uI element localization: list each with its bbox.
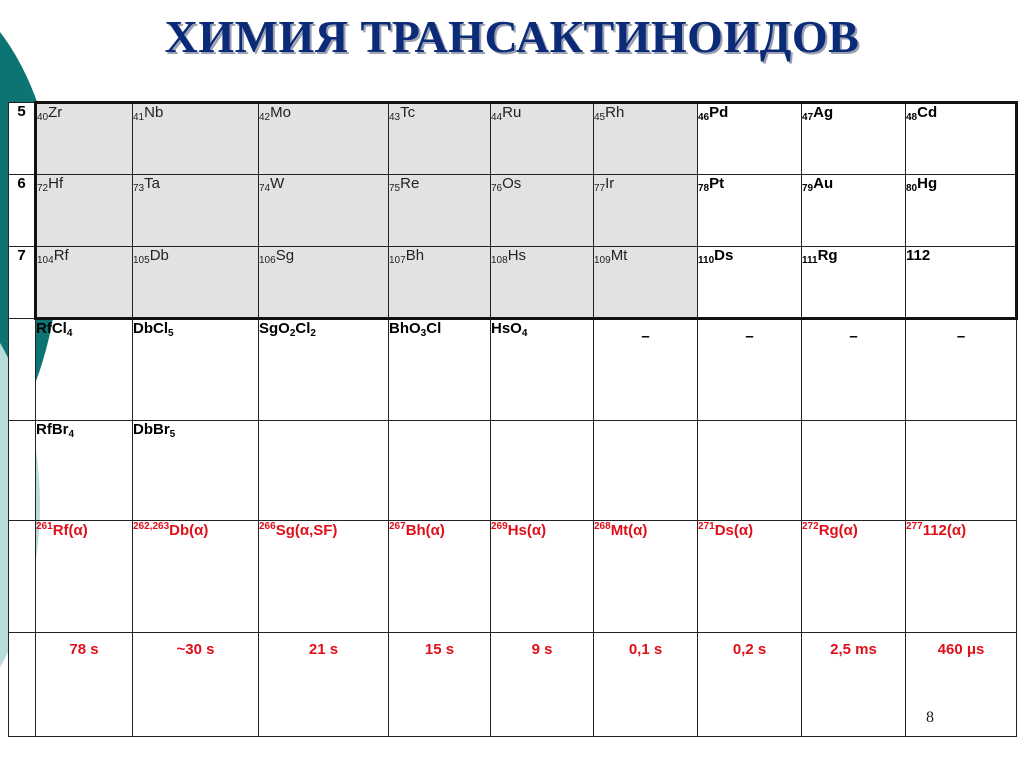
atomic-number: 73 bbox=[133, 183, 145, 194]
isotope-cell bbox=[491, 521, 594, 633]
element-symbol bbox=[389, 247, 424, 264]
subscript: 5 bbox=[168, 328, 174, 339]
element-cell bbox=[389, 103, 491, 175]
element-symbol bbox=[594, 247, 627, 264]
element-name: Mt bbox=[610, 247, 628, 264]
empty-period bbox=[9, 319, 36, 421]
element-cell bbox=[594, 247, 698, 319]
element-name: Rf bbox=[53, 247, 69, 264]
element-name: Ag bbox=[813, 104, 834, 121]
chloride-cell bbox=[491, 319, 594, 421]
chloride-cell bbox=[133, 319, 259, 421]
element-symbol bbox=[802, 247, 838, 264]
atomic-number: 41 bbox=[133, 112, 145, 123]
isotope-label: Db(α) bbox=[169, 522, 209, 539]
bromide-cell bbox=[491, 421, 594, 521]
atomic-number: 77 bbox=[594, 183, 606, 194]
element-symbol bbox=[133, 104, 163, 121]
element-symbol bbox=[491, 104, 521, 121]
isotope-cell bbox=[133, 521, 259, 633]
element-cell bbox=[594, 103, 698, 175]
element-name: Hg bbox=[917, 175, 938, 192]
element-name: Rg bbox=[817, 247, 838, 264]
formula-text: RfCl bbox=[36, 320, 67, 337]
element-symbol bbox=[698, 175, 724, 192]
element-cell bbox=[389, 247, 491, 319]
element-cell bbox=[594, 175, 698, 247]
atomic-number: 48 bbox=[906, 112, 918, 123]
element-symbol bbox=[389, 175, 419, 192]
element-cell bbox=[906, 247, 1017, 319]
element-name: Cd bbox=[917, 104, 938, 121]
bromide-cell bbox=[133, 421, 259, 521]
transactinide-table bbox=[8, 101, 1018, 737]
atomic-number: 76 bbox=[491, 183, 503, 194]
atomic-number: 42 bbox=[259, 112, 271, 123]
formula-text: HsO bbox=[491, 320, 522, 337]
half-life-cell: 21 s bbox=[259, 633, 389, 737]
mass-number: 277 bbox=[906, 521, 923, 532]
subscript: 4 bbox=[68, 429, 75, 440]
element-name: Ru bbox=[502, 104, 522, 121]
half-life-cell: 0,1 s bbox=[594, 633, 698, 737]
element-symbol bbox=[133, 247, 169, 264]
element-name: Ta bbox=[144, 175, 160, 192]
empty-period bbox=[9, 521, 36, 633]
element-symbol bbox=[259, 104, 291, 121]
subscript: 3 bbox=[420, 328, 427, 339]
element-cell bbox=[36, 175, 133, 247]
element-name: Ds bbox=[714, 247, 734, 264]
isotope-cell bbox=[906, 521, 1017, 633]
isotope-cell bbox=[36, 521, 133, 633]
element-cell bbox=[389, 175, 491, 247]
period-number: 6 bbox=[9, 175, 36, 247]
atomic-number: 110 bbox=[698, 255, 715, 266]
element-cell bbox=[698, 247, 802, 319]
element-cell bbox=[133, 247, 259, 319]
atomic-number: 109 bbox=[594, 255, 611, 266]
subscript: 4 bbox=[521, 328, 528, 339]
formula-text: DbCl bbox=[133, 320, 168, 337]
element-name: Tc bbox=[400, 104, 416, 121]
element-name: Pd bbox=[709, 104, 729, 121]
element-symbol bbox=[906, 175, 937, 192]
element-cell bbox=[133, 103, 259, 175]
element-cell bbox=[802, 247, 906, 319]
half-life-cell: 2,5 ms bbox=[802, 633, 906, 737]
isotope-label: Bh(α) bbox=[405, 522, 445, 539]
bromide-cell bbox=[594, 421, 698, 521]
subscript: 5 bbox=[169, 429, 176, 440]
period-number: 7 bbox=[9, 247, 36, 319]
atomic-number: 40 bbox=[37, 112, 49, 123]
atomic-number: 108 bbox=[491, 255, 508, 266]
formula-text: DbBr bbox=[133, 421, 170, 438]
half-life-cell: 78 s bbox=[36, 633, 133, 737]
atomic-number: 107 bbox=[389, 255, 406, 266]
element-name: Mo bbox=[270, 104, 291, 121]
element-name: Zr bbox=[48, 104, 63, 121]
element-symbol bbox=[802, 175, 833, 192]
element-symbol bbox=[491, 247, 526, 264]
half-life-cell: 9 s bbox=[491, 633, 594, 737]
element-name: Ir bbox=[605, 175, 615, 192]
element-cell bbox=[491, 103, 594, 175]
chloride-cell: – bbox=[802, 319, 906, 421]
element-cell bbox=[133, 175, 259, 247]
chloride-cell bbox=[36, 319, 133, 421]
isotope-label: 112(α) bbox=[922, 522, 967, 539]
isotope-cell bbox=[594, 521, 698, 633]
chloride-cell bbox=[259, 319, 389, 421]
bromide-cell bbox=[802, 421, 906, 521]
mass-number: 272 bbox=[802, 521, 819, 532]
mass-number: 269 bbox=[491, 521, 508, 532]
element-name: Nb bbox=[144, 104, 164, 121]
element-name: Bh bbox=[405, 247, 425, 264]
atomic-number: 104 bbox=[37, 255, 54, 266]
element-symbol bbox=[259, 175, 284, 192]
formula-text: BhO bbox=[389, 320, 421, 337]
element-symbol bbox=[802, 104, 833, 121]
atomic-number: 78 bbox=[698, 183, 710, 194]
isotope-cell bbox=[259, 521, 389, 633]
subscript: 2 bbox=[289, 328, 296, 339]
isotope-cell bbox=[802, 521, 906, 633]
element-symbol bbox=[389, 104, 415, 121]
element-symbol bbox=[133, 175, 160, 192]
subscript: 4 bbox=[66, 328, 73, 339]
mass-number: 271 bbox=[698, 521, 715, 532]
element-name: Os bbox=[502, 175, 522, 192]
atomic-number: 45 bbox=[594, 112, 606, 123]
element-symbol bbox=[594, 175, 614, 192]
element-name: Au bbox=[813, 175, 834, 192]
atomic-number: 74 bbox=[259, 183, 271, 194]
subscript: 2 bbox=[310, 328, 316, 339]
atomic-number: 75 bbox=[389, 183, 401, 194]
element-cell bbox=[36, 103, 133, 175]
atomic-number: 46 bbox=[698, 112, 710, 123]
isotope-label: Rg(α) bbox=[818, 522, 858, 539]
isotope-label: Mt(α) bbox=[610, 522, 648, 539]
isotope-label: Rf(α) bbox=[52, 522, 88, 539]
element-cell bbox=[906, 103, 1017, 175]
half-life-cell: ~30 s bbox=[133, 633, 259, 737]
atomic-number: 44 bbox=[491, 112, 503, 123]
atomic-number: 72 bbox=[37, 183, 49, 194]
isotope-cell bbox=[698, 521, 802, 633]
element-cell bbox=[259, 103, 389, 175]
slide-title: ХИМИЯ ТРАНСАКТИНОИДОВ bbox=[164, 11, 860, 62]
element-cell bbox=[802, 103, 906, 175]
element-name: W bbox=[270, 175, 285, 192]
half-life-cell: 460 μs bbox=[906, 633, 1017, 737]
element-cell bbox=[491, 175, 594, 247]
bromide-cell bbox=[259, 421, 389, 521]
empty-period bbox=[9, 633, 36, 737]
period-number: 5 bbox=[9, 103, 36, 175]
element-cell bbox=[36, 247, 133, 319]
formula-text: SgO bbox=[259, 320, 290, 337]
element-symbol bbox=[37, 247, 69, 264]
atomic-number: 47 bbox=[802, 112, 814, 123]
mass-number: 268 bbox=[594, 521, 611, 532]
mass-number: 266 bbox=[259, 521, 276, 532]
element-symbol bbox=[594, 104, 624, 121]
element-cell bbox=[906, 175, 1017, 247]
formula-text: RfBr bbox=[36, 421, 69, 438]
element-name: Re bbox=[400, 175, 420, 192]
element-symbol bbox=[906, 104, 937, 121]
element-name: Pt bbox=[709, 175, 725, 192]
element-symbol bbox=[37, 104, 62, 121]
mass-number: 262,263 bbox=[133, 521, 170, 532]
atomic-number: 79 bbox=[802, 183, 814, 194]
element-name: Hf bbox=[48, 175, 64, 192]
mass-number: 261 bbox=[36, 521, 53, 532]
isotope-label: Ds(α) bbox=[714, 522, 754, 539]
element-cell bbox=[698, 175, 802, 247]
isotope-cell bbox=[389, 521, 491, 633]
element-cell bbox=[802, 175, 906, 247]
chloride-cell: – bbox=[906, 319, 1017, 421]
element-symbol bbox=[259, 247, 294, 264]
chloride-cell: – bbox=[594, 319, 698, 421]
atomic-number: 106 bbox=[259, 255, 276, 266]
element-cell bbox=[491, 247, 594, 319]
half-life-cell: 0,2 s bbox=[698, 633, 802, 737]
atomic-number: 43 bbox=[389, 112, 401, 123]
element-symbol bbox=[37, 175, 63, 192]
bromide-cell bbox=[36, 421, 133, 521]
page-number: 8 bbox=[926, 709, 934, 726]
element-symbol bbox=[698, 104, 728, 121]
bromide-cell bbox=[698, 421, 802, 521]
isotope-label: Sg(α,SF) bbox=[275, 522, 338, 539]
chloride-cell: – bbox=[698, 319, 802, 421]
element-cell bbox=[259, 247, 389, 319]
element-cell bbox=[698, 103, 802, 175]
formula-text: Cl bbox=[295, 320, 311, 337]
mass-number: 267 bbox=[389, 521, 406, 532]
element-symbol bbox=[491, 175, 521, 192]
element-symbol bbox=[698, 247, 733, 264]
element-name: Sg bbox=[275, 247, 295, 264]
element-symbol bbox=[906, 247, 930, 264]
atomic-number: 80 bbox=[906, 183, 918, 194]
formula-text: Cl bbox=[426, 320, 442, 337]
chloride-cell bbox=[389, 319, 491, 421]
element-name: 112 bbox=[906, 247, 931, 264]
bromide-cell bbox=[389, 421, 491, 521]
empty-period bbox=[9, 421, 36, 521]
bromide-cell bbox=[906, 421, 1017, 521]
element-cell bbox=[259, 175, 389, 247]
element-name: Rh bbox=[605, 104, 625, 121]
element-name: Hs bbox=[507, 247, 527, 264]
element-name: Db bbox=[149, 247, 169, 264]
atomic-number: 111 bbox=[802, 255, 818, 266]
atomic-number: 105 bbox=[133, 255, 150, 266]
isotope-label: Hs(α) bbox=[507, 522, 547, 539]
half-life-cell: 15 s bbox=[389, 633, 491, 737]
